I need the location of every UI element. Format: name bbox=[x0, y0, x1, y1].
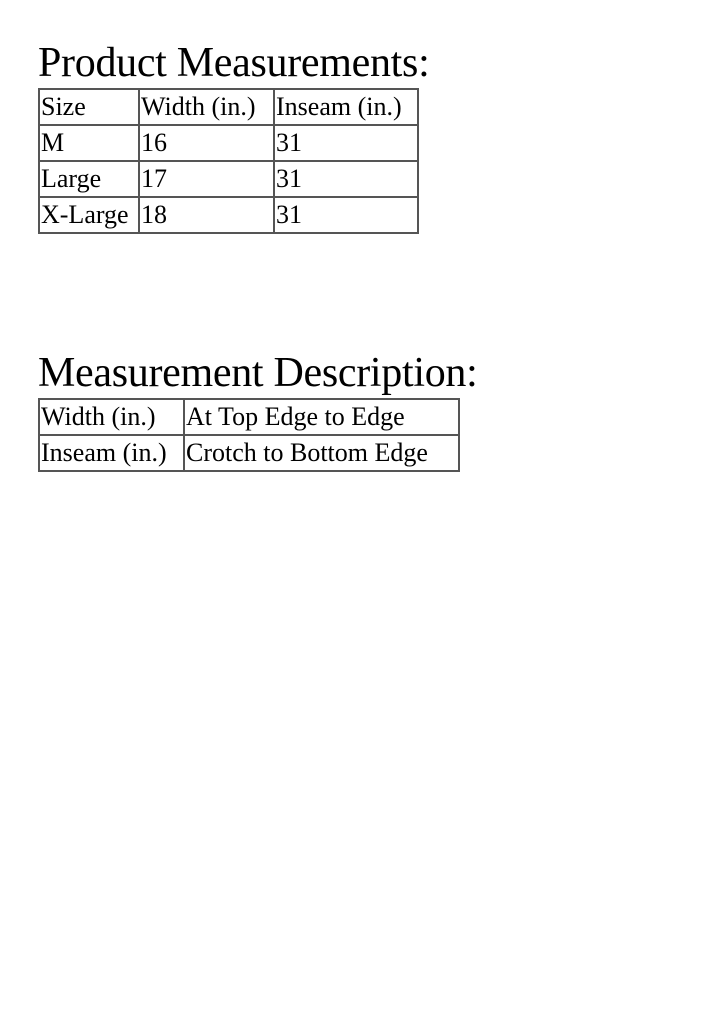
cell-size: Large bbox=[39, 161, 139, 197]
cell-definition: Crotch to Bottom Edge bbox=[184, 435, 459, 471]
cell-inseam: 31 bbox=[274, 197, 418, 233]
table-row bbox=[39, 399, 459, 435]
cell-term: Width (in.) bbox=[39, 399, 184, 435]
header-inseam: Inseam (in.) bbox=[274, 89, 418, 125]
table-row bbox=[39, 125, 418, 161]
table-row bbox=[39, 197, 418, 233]
table-row bbox=[39, 435, 459, 471]
cell-size: X-Large bbox=[39, 197, 139, 233]
measurement-description-table bbox=[38, 398, 460, 472]
header-size: Size bbox=[39, 89, 139, 125]
table-header-row bbox=[39, 89, 418, 125]
cell-inseam: 31 bbox=[274, 125, 418, 161]
product-measurements-table bbox=[38, 88, 419, 234]
product-measurements-title: Product Measurements: bbox=[38, 40, 430, 86]
measurement-description-title: Measurement Description: bbox=[38, 350, 478, 396]
cell-inseam: 31 bbox=[274, 161, 418, 197]
cell-term: Inseam (in.) bbox=[39, 435, 184, 471]
cell-width: 18 bbox=[139, 197, 274, 233]
cell-width: 16 bbox=[139, 125, 274, 161]
header-width: Width (in.) bbox=[139, 89, 274, 125]
cell-size: M bbox=[39, 125, 139, 161]
table-row bbox=[39, 161, 418, 197]
cell-definition: At Top Edge to Edge bbox=[184, 399, 459, 435]
cell-width: 17 bbox=[139, 161, 274, 197]
